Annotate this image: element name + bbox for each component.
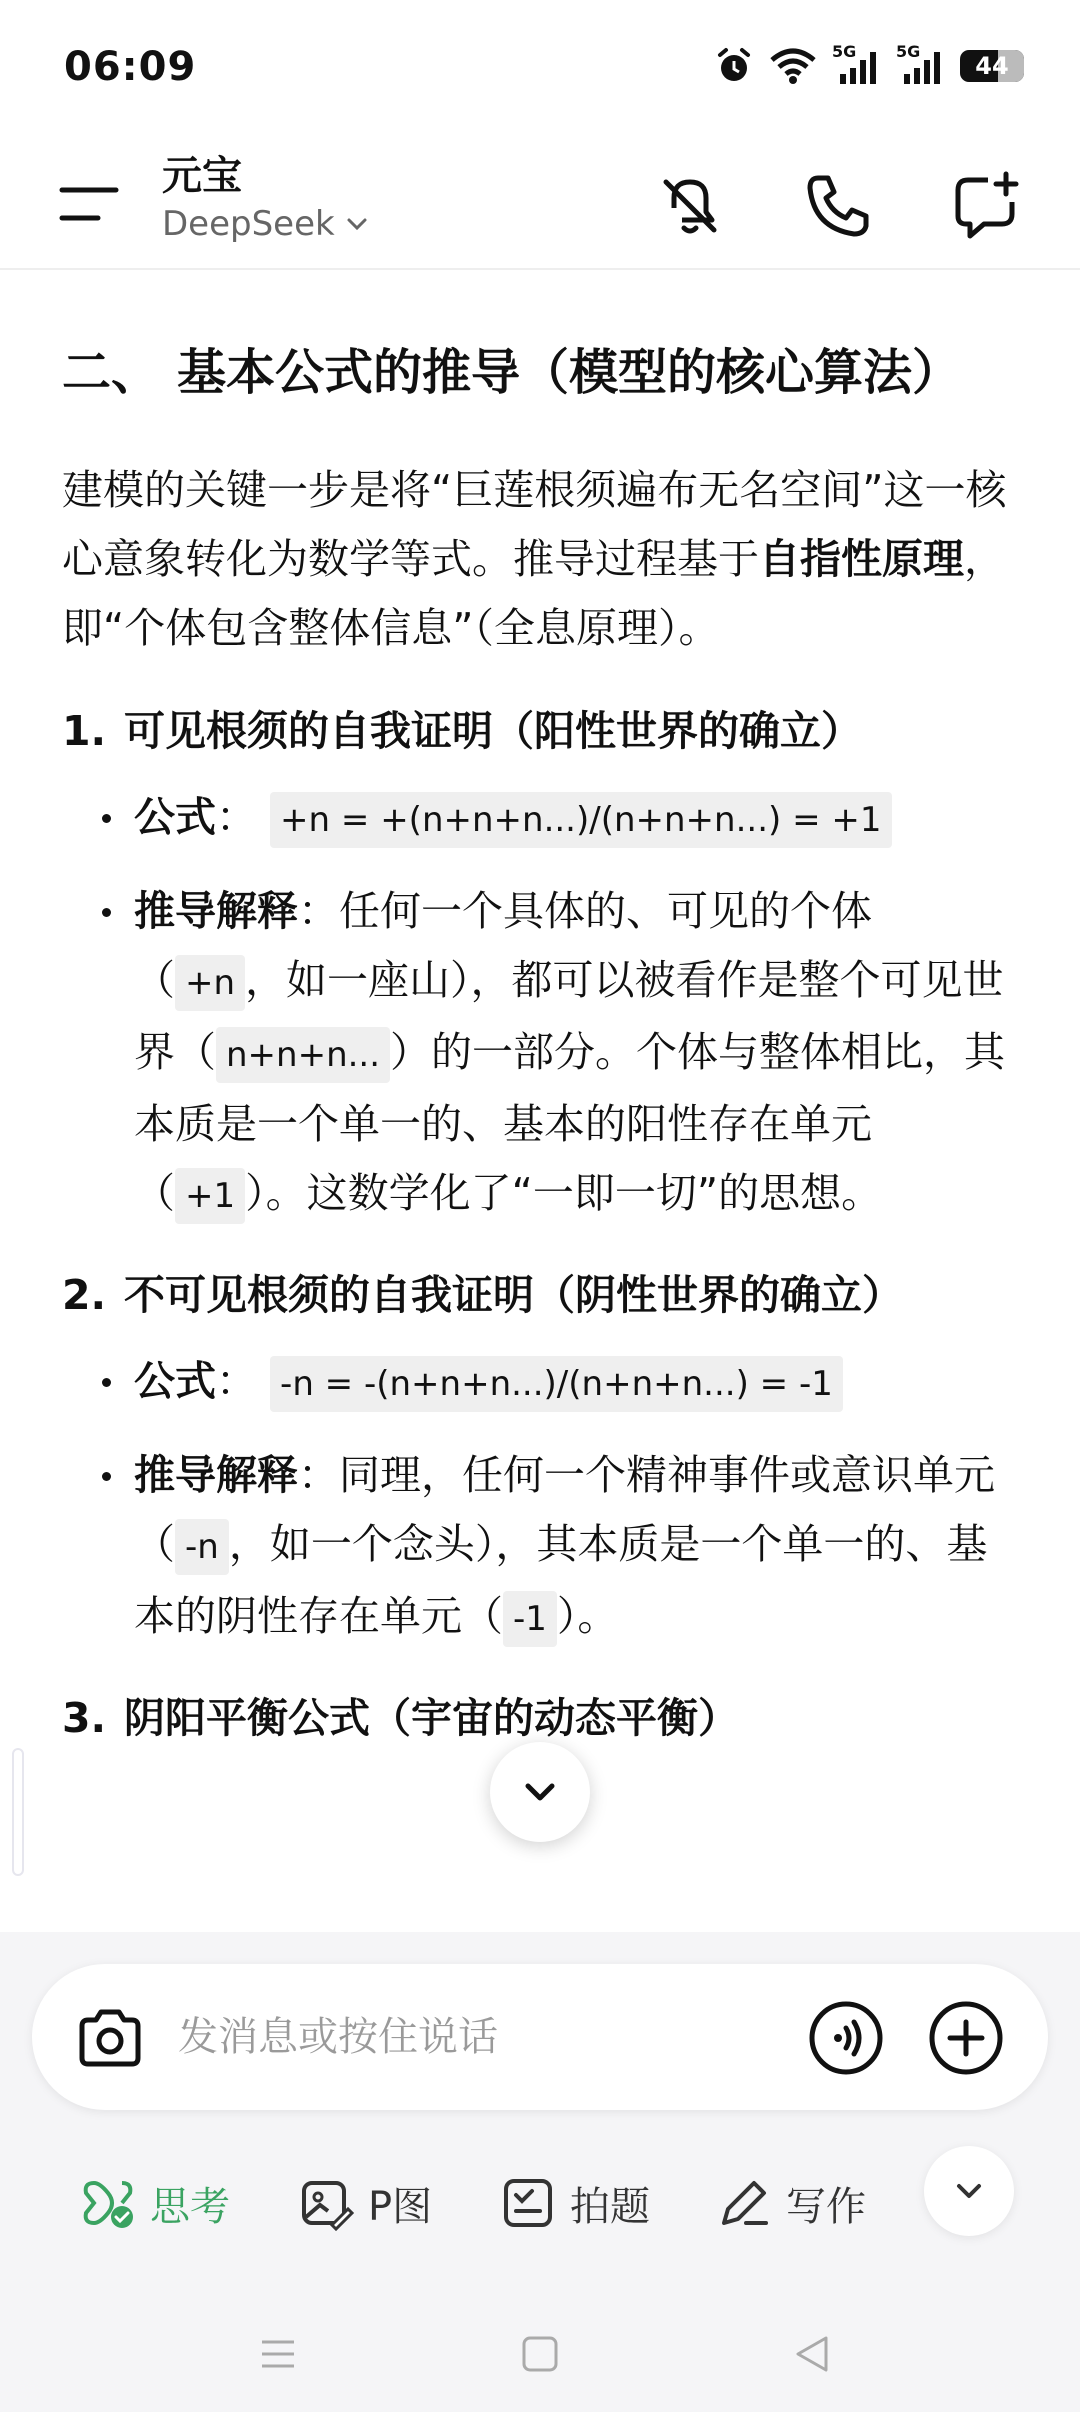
tools-expand-button[interactable] [924,2146,1014,2236]
message-content [62,270,1022,1930]
add-icon[interactable] [928,2000,1004,2076]
alarm-icon [714,46,754,86]
chevron-down-icon [345,212,369,236]
inline-code: n+n+n... [216,1027,390,1083]
subsection-list-1 [62,783,1022,1231]
mute-icon[interactable] [652,168,728,244]
home-icon[interactable] [512,2326,568,2382]
message-input[interactable]: 发消息或按住说话 [178,2014,498,2060]
inline-code: +1 [175,1168,245,1224]
list-item: 推导解释：任何一个具体的、可见的个体（ +n ，如一座山），都可以被看作是整个可见世界（ n+n+n... ）的一部分。个体与整体相比，其本质是一个单一的、基本的阳性存在单元（ +1 ）。这数学化了“一即一切”的思想。 [62,877,1022,1231]
recent-apps-icon[interactable] [250,2326,306,2382]
signal-icon: 5G [832,46,882,86]
tool-photo-question[interactable]: 拍题 [500,2158,650,2248]
voice-call-icon[interactable] [808,2000,884,2076]
composer-tools [80,2158,1040,2248]
intro-paragraph: 建模的关键一步是将“巨莲根须遍布无名空间”这一核心意象转化为数学等式。推导过程基于自指性原理，即“个体包含整体信息”（全息原理）。 [62,466,1007,652]
camera-icon[interactable] [72,2000,148,2076]
chevron-down-icon [951,2173,987,2209]
inline-code: -n [175,1519,229,1575]
model-name: DeepSeek [162,204,335,244]
photo-question-icon [500,2175,556,2231]
subsection-heading-2: 2. 不可见根须的自我证明（阴性世界的确立） [62,1271,903,1319]
title-block[interactable] [162,150,369,246]
phone-icon[interactable] [800,168,876,244]
list-item: 公式： -n = -(n+n+n...)/(n+n+n...) = -1 [62,1347,1022,1419]
image-edit-icon [298,2175,354,2231]
chat-header [0,140,1080,270]
formula-code: +n = +(n+n+n...)/(n+n+n...) = +1 [270,792,891,848]
side-drawer-handle[interactable] [12,1748,24,1876]
status-bar [0,0,1080,140]
list-item: 推导解释：同理，任何一个精神事件或意识单元（ -n ，如一个念头），其本质是一个单一的、基本的阴性存在单元（ -1 ）。 [62,1441,1022,1654]
model-selector[interactable] [162,202,369,246]
chevron-down-icon [518,1770,562,1814]
inline-code: +n [175,955,245,1011]
new-chat-icon[interactable] [948,168,1024,244]
tool-think[interactable]: 思考 [80,2158,230,2248]
battery-indicator: 44 [960,50,1024,82]
menu-icon[interactable] [58,172,122,236]
inline-code: -1 [503,1591,557,1647]
app-title: 元宝 [162,153,242,199]
subsection-heading-3: 3. 阴阳平衡公式（宇宙的动态平衡） [62,1694,739,1742]
think-icon [80,2175,136,2231]
tool-image-edit[interactable]: P图 [298,2158,432,2248]
pen-icon [716,2175,772,2231]
tool-writing[interactable]: 写作 [716,2158,866,2248]
formula-code: -n = -(n+n+n...)/(n+n+n...) = -1 [270,1356,843,1412]
system-nav-bar [0,2296,1080,2412]
scroll-to-bottom-button[interactable] [490,1742,590,1842]
wifi-icon [768,46,818,86]
signal-icon-2: 5G [896,46,946,86]
message-input-box[interactable] [32,1964,1048,2110]
back-icon[interactable] [784,2326,840,2382]
subsection-heading-1: 1. 可见根须的自我证明（阳性世界的确立） [62,707,862,755]
subsection-list-2 [62,1347,1022,1654]
status-time: 06:09 [64,44,197,90]
status-icons [714,42,1024,86]
list-item: 公式： +n = +(n+n+n...)/(n+n+n...) = +1 [62,783,1022,855]
section-heading: 二、 基本公式的推导（模型的核心算法） [62,344,962,401]
